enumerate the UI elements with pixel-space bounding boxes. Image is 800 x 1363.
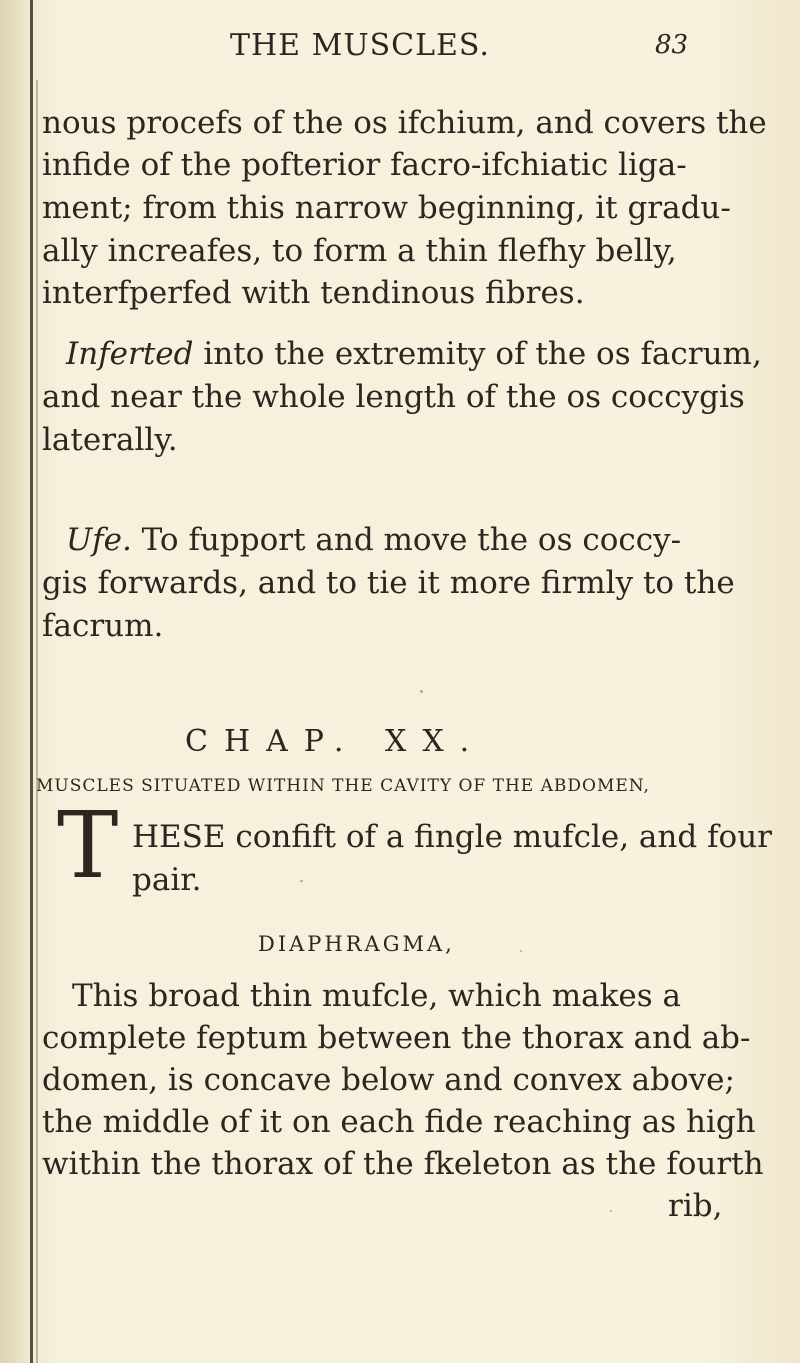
text-line: complete feptum between the thorax and ab- bbox=[42, 1020, 751, 1056]
text-line: This broad thin mufcle, which makes a bbox=[72, 978, 681, 1014]
text-line: and near the whole length of the os coccygis bbox=[42, 379, 745, 415]
text-line: pair. bbox=[132, 862, 202, 898]
gutter-edge bbox=[30, 0, 33, 1363]
inserted-line bbox=[66, 334, 762, 374]
inserted-text: into the extremity of the os facrum, bbox=[193, 336, 762, 372]
paper-speck bbox=[300, 880, 303, 882]
use-text: To fupport and move the os coccy- bbox=[131, 522, 682, 558]
gutter-shadow bbox=[36, 80, 38, 1363]
paper-speck bbox=[420, 690, 423, 693]
use-line bbox=[66, 520, 681, 560]
text-line: within the thorax of the fkeleton as the fourth bbox=[42, 1146, 764, 1182]
use-label: Ufe. bbox=[66, 522, 132, 558]
text-line: interfperfed with tendinous fibres. bbox=[42, 275, 585, 311]
text-line: facrum. bbox=[42, 608, 164, 644]
paper-speck bbox=[610, 1210, 612, 1212]
page-header bbox=[0, 22, 800, 72]
section-title: DIAPHRAGMA, bbox=[258, 932, 455, 956]
catchword: rib, bbox=[668, 1188, 723, 1224]
paper-speck bbox=[520, 950, 522, 952]
chapter-subtitle: MUSCLES SITUATED WITHIN THE CAVITY OF THE ABDOMEN, bbox=[36, 776, 650, 796]
page-number: 83 bbox=[655, 30, 689, 60]
text-line: the middle of it on each fide reaching as high bbox=[42, 1104, 756, 1140]
text-line: infide of the pofterior facro-ifchiatic liga- bbox=[42, 147, 687, 183]
text-line: domen, is concave below and convex above; bbox=[42, 1062, 735, 1098]
inserted-label: Inferted bbox=[66, 336, 194, 372]
chapter-heading: CHAP. XX. bbox=[185, 724, 486, 759]
running-head: THE MUSCLES. bbox=[230, 28, 490, 63]
page-gutter bbox=[0, 0, 34, 1363]
text-line: gis forwards, and to tie it more firmly to the bbox=[42, 565, 735, 601]
text-line: ment; from this narrow beginning, it gradu- bbox=[42, 190, 731, 226]
text-line: HESE confift of a fingle mufcle, and four bbox=[132, 819, 772, 855]
text-line: laterally. bbox=[42, 422, 178, 458]
text-line: ally increafes, to form a thin flefhy belly, bbox=[42, 233, 677, 269]
drop-cap: T bbox=[57, 792, 119, 899]
text-line: nous procefs of the os ifchium, and covers the bbox=[42, 105, 767, 141]
